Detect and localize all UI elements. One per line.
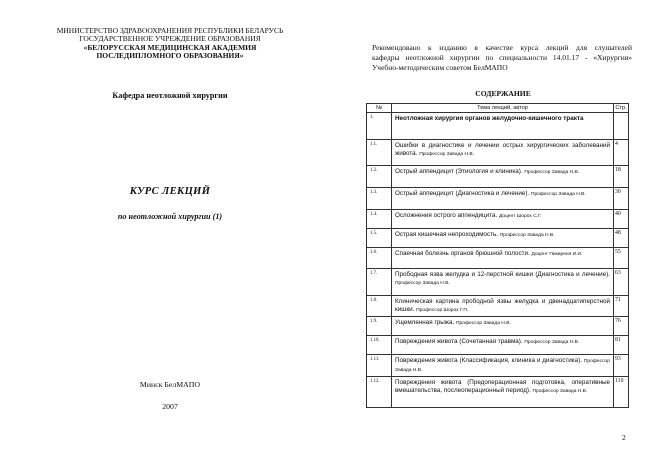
lecture-title: Клиническая картина прободной язвы желудка и двенадцатиперстной кишки. [395,298,610,314]
lecture-title: Ошибки в диагностике и лечении острых хирургических заболеваний живота. [395,142,610,158]
department-name: Кафедра неотложной хирургии [112,91,228,100]
row-number: 1.9. [367,317,392,336]
lecture-author: Профессор Завада Н.В. [530,192,586,197]
contents-row [367,248,629,269]
recommendation-line: Учебно-методическим советом БелМАПО [372,62,508,72]
contents-row [367,336,629,355]
row-page: 48 [614,229,629,248]
lecture-title: Спаечная болезнь органов брюшной полости. [395,250,530,257]
course-subtitle: по неотложной хирургии (1) [117,212,223,221]
row-page: 76 [614,317,629,336]
course-title: КУРС ЛЕКЦИЙ [129,186,211,197]
row-number: 1.1. [367,140,392,166]
lecture-author: Профессор Завада Н.В. [532,389,588,395]
row-number: 1.10. [367,336,392,355]
row-page: 110 [614,377,629,408]
lecture-title: Острая кишечная непроходимость. [395,231,498,238]
row-title [392,140,614,166]
lecture-author: Доцент Шорох С.Г. [498,214,542,219]
row-number: 1.11. [367,355,392,377]
contents-row [367,296,629,317]
lecture-title: Острый аппендицит (Этиология и клиника). [395,168,523,175]
lecture-author: Профессор Шорох Г.П. [416,308,469,314]
row-page: 71 [614,296,629,317]
lecture-author: Профессор Завада Н.В. [524,340,580,345]
contents-row [367,317,629,336]
row-title [392,377,614,408]
row-page [614,113,629,140]
institution-line: МИНИСТЕРСТВО ЗДРАВООХРАНЕНИЯ РЕСПУБЛИКИ БЕЛАРУСЬ [56,26,284,35]
recommendation-text [372,43,632,72]
row-number: 1.4. [367,210,392,229]
row-title [392,113,614,140]
contents-row [367,140,629,166]
row-number: 1.2. [367,166,392,188]
institution-line: ГОСУДАРСТВЕННОЕ УЧРЕЖДЕНИЕ ОБРАЗОВАНИЯ [79,34,261,44]
row-page: 93 [614,355,629,377]
lecture-title: Прободная язва желудка и 12-перстной кишки (Диагностика и лечение). [395,271,610,278]
publisher-city: Минск БелМАПО [139,380,201,389]
row-title [392,210,614,229]
lecture-author: Профессор Завада Н.В. [456,321,511,326]
lecture-author: Профессор Завада Н.В. [395,359,610,374]
row-page: 40 [614,210,629,229]
row-title [392,248,614,269]
row-number: 1.5. [367,229,392,248]
row-title [392,229,614,248]
row-title [392,269,614,296]
row-number: 1.6. [367,248,392,269]
header-num: № [367,104,392,113]
lecture-title: Повреждения живота (Классификация, клиника и диагностика). [395,357,583,364]
row-title [392,336,614,355]
lecture-title: Повреждения живота (Предоперационная подготовка, оперативные вмешательства, послеоперационный период). [395,379,610,395]
institution-line: «БЕЛОРУССКАЯ МЕДИЦИНСКАЯ АКАДЕМИЯ [83,42,257,52]
lecture-author: Профессор Завада Н.В. [419,152,475,158]
contents-row [367,113,629,140]
row-number: 1.3. [367,188,392,210]
row-page: 81 [614,336,629,355]
lecture-title: Острый аппендицит (Диагностика и лечение). [395,190,530,197]
page-number: 2 [622,433,626,442]
lecture-author: Профессор Завада Н.В. [499,233,555,238]
contents-row [367,377,629,408]
header-title: Тема лекций, автор [392,104,614,113]
contents-heading: СОДЕРЖАНИЕ [475,89,531,98]
recommendation-line: кафедры неотложной хирургии по специальности 14.01.17 - «Хирургия» [372,52,632,62]
row-page: 4 [614,140,629,166]
contents-row [367,188,629,210]
lecture-title: Осложнения острого аппендицита. [395,212,498,219]
row-number: 1.8. [367,296,392,317]
institution-line: ПОСЛЕДИПЛОМНОГО ОБРАЗОВАНИЯ» [96,51,244,61]
row-number: 1. [367,113,392,140]
contents-header-row [367,104,629,113]
contents-body [367,113,629,408]
row-number: 1.12. [367,377,392,408]
row-number: 1.7. [367,269,392,296]
lecture-title: Неотложная хирургия органов желудочно-кишечного тракта [395,115,584,122]
right-page [322,0,650,459]
contents-row [367,269,629,296]
institution-header [40,27,300,61]
row-title [392,355,614,377]
row-page: 55 [614,248,629,269]
left-page [0,0,322,459]
contents-row [367,355,629,377]
lecture-title: Повреждения живота (Сочетанная травма). [395,338,523,345]
row-title [392,317,614,336]
contents-table [366,103,629,408]
recommendation-line: Рекомендовано к изданию в качестве курса лекций для слушателей [372,43,632,52]
contents-row [367,229,629,248]
row-title [392,166,614,188]
contents-row [367,166,629,188]
row-page: 18 [614,166,629,188]
lecture-author: Профессор Завада Н.В. [524,170,580,175]
contents-row [367,210,629,229]
row-title [392,188,614,210]
row-page: 30 [614,188,629,210]
row-title [392,296,614,317]
lecture-title: Ущемленная грыжа. [395,319,455,326]
lecture-author: Доцент Пикиреня И.И. [531,252,583,257]
header-page: Стр. [615,105,627,111]
publication-year: 2007 [162,402,178,411]
row-page: 63 [614,269,629,296]
lecture-author: Профессор Завада Н.В. [395,281,450,287]
